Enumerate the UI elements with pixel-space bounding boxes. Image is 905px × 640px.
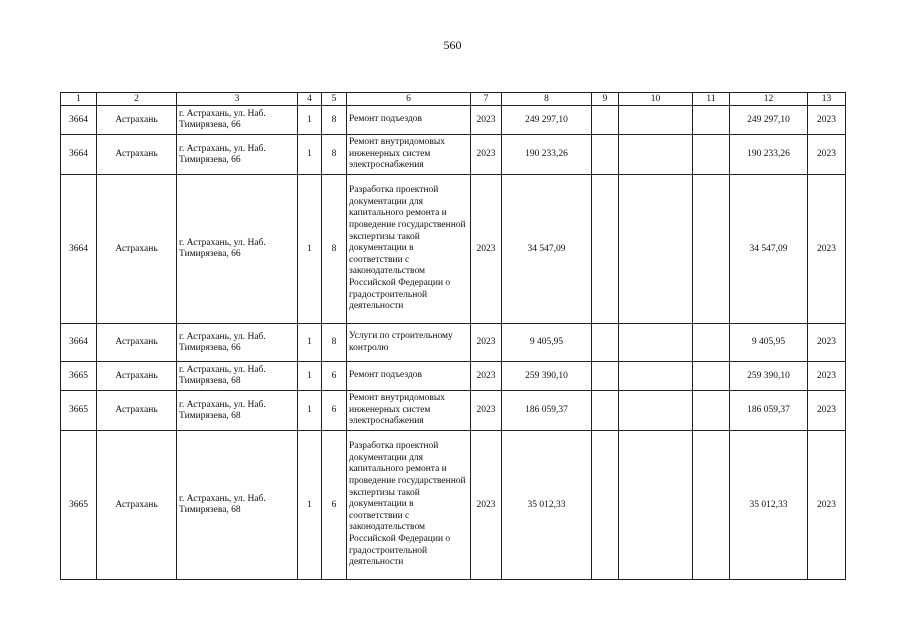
cell-col11 — [693, 431, 730, 580]
cell-year-end: 2023 — [808, 431, 846, 580]
cell-city: Астрахань — [97, 324, 177, 362]
cell-col5: 6 — [322, 391, 347, 431]
table-row — [61, 135, 846, 175]
cell-col10 — [619, 362, 693, 391]
cell-address: г. Астрахань, ул. Наб. Тимирязева, 68 — [177, 362, 298, 391]
column-number-row — [61, 93, 846, 106]
cell-amount-total: 9 405,95 — [730, 324, 808, 362]
cell-col10 — [619, 391, 693, 431]
cell-col10 — [619, 175, 693, 324]
cell-id: 3664 — [61, 175, 97, 324]
cell-col4: 1 — [298, 391, 322, 431]
works-table — [60, 92, 846, 580]
cell-amount-total: 186 059,37 — [730, 391, 808, 431]
cell-city: Астрахань — [97, 362, 177, 391]
cell-work-type: Ремонт внутридомовых инженерных систем электроснабжения — [347, 391, 471, 431]
cell-amount: 259 390,10 — [502, 362, 592, 391]
cell-col4: 1 — [298, 324, 322, 362]
cell-col9 — [592, 431, 619, 580]
cell-col5: 6 — [322, 362, 347, 391]
cell-address: г. Астрахань, ул. Наб. Тимирязева, 66 — [177, 135, 298, 175]
table-row — [61, 324, 846, 362]
cell-col11 — [693, 135, 730, 175]
cell-address: г. Астрахань, ул. Наб. Тимирязева, 66 — [177, 324, 298, 362]
column-header: 11 — [693, 93, 730, 106]
column-header: 9 — [592, 93, 619, 106]
cell-col4: 1 — [298, 106, 322, 135]
cell-amount: 9 405,95 — [502, 324, 592, 362]
column-header: 3 — [177, 93, 298, 106]
cell-city: Астрахань — [97, 431, 177, 580]
cell-col4: 1 — [298, 175, 322, 324]
cell-year: 2023 — [471, 431, 502, 580]
cell-amount: 190 233,26 — [502, 135, 592, 175]
cell-amount: 249 297,10 — [502, 106, 592, 135]
cell-work-type: Ремонт подъездов — [347, 362, 471, 391]
column-header: 6 — [347, 93, 471, 106]
cell-city: Астрахань — [97, 175, 177, 324]
cell-year: 2023 — [471, 135, 502, 175]
cell-col10 — [619, 135, 693, 175]
cell-col11 — [693, 391, 730, 431]
cell-year-end: 2023 — [808, 391, 846, 431]
cell-city: Астрахань — [97, 391, 177, 431]
cell-id: 3665 — [61, 431, 97, 580]
table-row — [61, 362, 846, 391]
cell-address: г. Астрахань, ул. Наб. Тимирязева, 68 — [177, 391, 298, 431]
column-header: 4 — [298, 93, 322, 106]
table-row — [61, 391, 846, 431]
cell-col10 — [619, 106, 693, 135]
cell-col5: 8 — [322, 106, 347, 135]
cell-work-type: Услуги по строительному контролю — [347, 324, 471, 362]
cell-col9 — [592, 106, 619, 135]
cell-year-end: 2023 — [808, 324, 846, 362]
table-row — [61, 175, 846, 324]
column-header: 12 — [730, 93, 808, 106]
cell-year: 2023 — [471, 106, 502, 135]
column-header: 8 — [502, 93, 592, 106]
cell-col11 — [693, 175, 730, 324]
column-header: 1 — [61, 93, 97, 106]
cell-amount: 34 547,09 — [502, 175, 592, 324]
column-header: 5 — [322, 93, 347, 106]
cell-col9 — [592, 175, 619, 324]
cell-work-type: Разработка проектной документации для капитального ремонта и проведение государственной экспертизы такой документации в соответствии с законодательством Российской Федерации о градостроительной деятельности — [347, 175, 471, 324]
cell-city: Астрахань — [97, 135, 177, 175]
cell-amount-total: 190 233,26 — [730, 135, 808, 175]
table-row — [61, 106, 846, 135]
column-header: 13 — [808, 93, 846, 106]
cell-id: 3664 — [61, 106, 97, 135]
cell-work-type: Ремонт подъездов — [347, 106, 471, 135]
cell-col5: 6 — [322, 431, 347, 580]
cell-address: г. Астрахань, ул. Наб. Тимирязева, 68 — [177, 431, 298, 580]
column-header: 2 — [97, 93, 177, 106]
cell-work-type: Ремонт внутридомовых инженерных систем электроснабжения — [347, 135, 471, 175]
cell-amount-total: 35 012,33 — [730, 431, 808, 580]
cell-col4: 1 — [298, 431, 322, 580]
column-header: 10 — [619, 93, 693, 106]
cell-id: 3665 — [61, 362, 97, 391]
cell-amount: 35 012,33 — [502, 431, 592, 580]
cell-col11 — [693, 362, 730, 391]
cell-col5: 8 — [322, 324, 347, 362]
cell-id: 3664 — [61, 324, 97, 362]
cell-year: 2023 — [471, 362, 502, 391]
cell-col5: 8 — [322, 175, 347, 324]
table-row — [61, 431, 846, 580]
cell-year-end: 2023 — [808, 175, 846, 324]
cell-col4: 1 — [298, 362, 322, 391]
cell-col11 — [693, 324, 730, 362]
cell-address: г. Астрахань, ул. Наб. Тимирязева, 66 — [177, 175, 298, 324]
column-header: 7 — [471, 93, 502, 106]
cell-year: 2023 — [471, 391, 502, 431]
cell-id: 3665 — [61, 391, 97, 431]
cell-col4: 1 — [298, 135, 322, 175]
cell-city: Астрахань — [97, 106, 177, 135]
cell-year: 2023 — [471, 175, 502, 324]
cell-work-type: Разработка проектной документации для капитального ремонта и проведение государственной экспертизы такой документации в соответствии с законодательством Российской Федерации о градостроительной деятельности — [347, 431, 471, 580]
cell-col5: 8 — [322, 135, 347, 175]
cell-amount-total: 34 547,09 — [730, 175, 808, 324]
cell-col9 — [592, 362, 619, 391]
cell-id: 3664 — [61, 135, 97, 175]
cell-col11 — [693, 106, 730, 135]
cell-amount-total: 249 297,10 — [730, 106, 808, 135]
cell-col10 — [619, 324, 693, 362]
cell-year: 2023 — [471, 324, 502, 362]
cell-year-end: 2023 — [808, 362, 846, 391]
cell-year-end: 2023 — [808, 135, 846, 175]
cell-col10 — [619, 431, 693, 580]
cell-col9 — [592, 324, 619, 362]
cell-col9 — [592, 391, 619, 431]
cell-amount: 186 059,37 — [502, 391, 592, 431]
cell-year-end: 2023 — [808, 106, 846, 135]
page-number: 560 — [443, 38, 462, 52]
cell-address: г. Астрахань, ул. Наб. Тимирязева, 66 — [177, 106, 298, 135]
cell-col9 — [592, 135, 619, 175]
cell-amount-total: 259 390,10 — [730, 362, 808, 391]
